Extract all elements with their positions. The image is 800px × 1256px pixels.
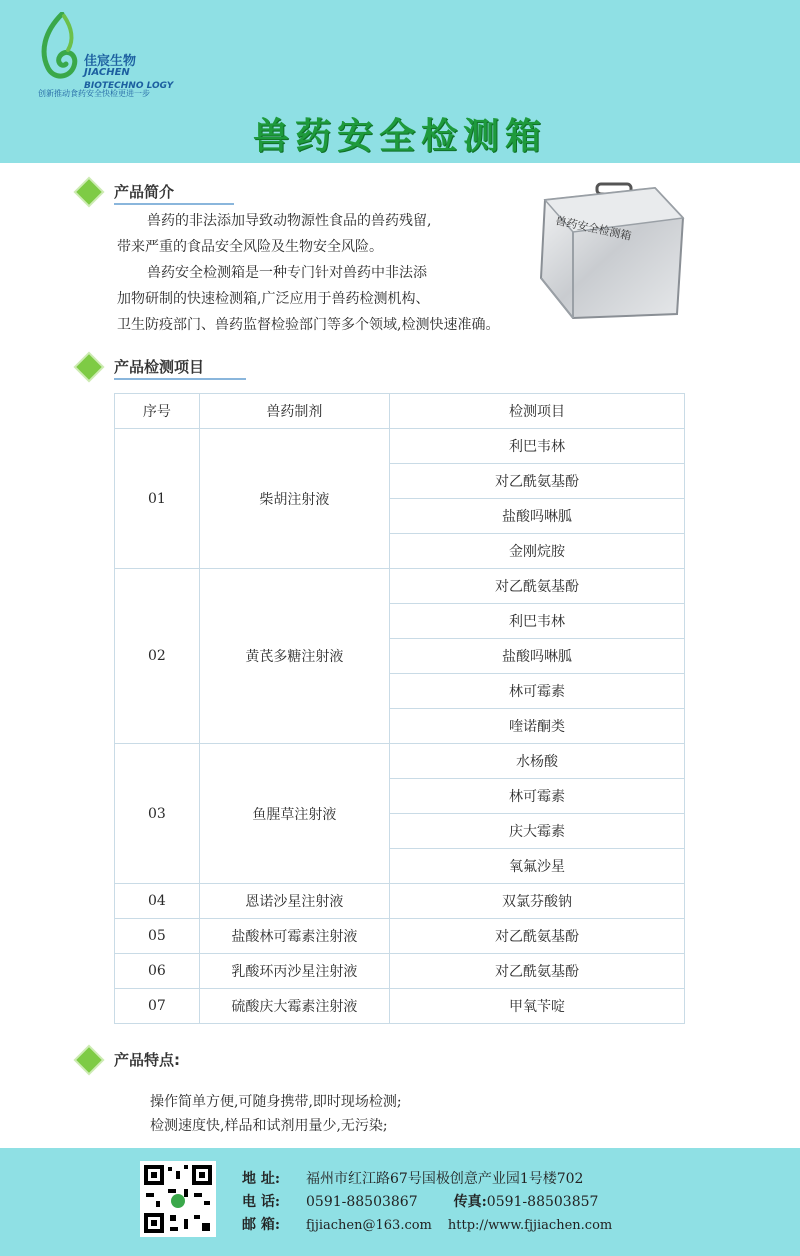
table-row (115, 569, 685, 604)
case-label: 兽药安全检测箱 (554, 214, 633, 243)
address-row (242, 1168, 612, 1191)
test-item: 金刚烷胺 (390, 534, 685, 569)
preparation-name: 柴胡注射液 (199, 429, 389, 569)
product-case-image (537, 178, 687, 328)
phone-label: 电 话: (242, 1194, 281, 1210)
test-item: 林可霉素 (390, 674, 685, 709)
feature-line: 检测速度快,样品和试剂用量少,无污染; (150, 1118, 388, 1134)
row-number: 03 (115, 744, 200, 884)
slogan: 创新推动食药安全快检更进一步 (38, 89, 150, 98)
footer-banner (0, 1148, 800, 1256)
column-header: 兽药制剂 (199, 394, 389, 429)
table-row (115, 989, 685, 1024)
test-item: 林可霉素 (390, 779, 685, 814)
row-number: 04 (115, 884, 200, 919)
test-item: 对乙酰氨基酚 (390, 569, 685, 604)
header-banner (0, 0, 800, 163)
test-item: 盐酸吗啉胍 (390, 639, 685, 674)
table-header-row (115, 394, 685, 429)
intro-line: 兽药的非法添加导致动物源性食品的兽药残留, (147, 213, 432, 229)
email-value[interactable]: fjjiachen@163.com (306, 1218, 432, 1233)
feature-line: 操作简单方便,可随身携带,即时现场检测; (150, 1094, 402, 1110)
contact-info (242, 1168, 612, 1237)
test-item: 氧氟沙星 (390, 849, 685, 884)
test-item: 利巴韦林 (390, 429, 685, 464)
section-title: 产品特点: (114, 1051, 180, 1069)
website-link[interactable]: //www.fjjiachen.com (479, 1218, 613, 1233)
preparation-name: 乳酸环丙沙星注射液 (199, 954, 389, 989)
leaf-swirl-icon (34, 12, 84, 92)
website-label: http: (447, 1218, 480, 1233)
row-number: 01 (115, 429, 200, 569)
row-number: 05 (115, 919, 200, 954)
intro-line: 卫生防疫部门、兽药监督检验部门等多个领域,检测快速准确。 (117, 317, 500, 333)
features-text (150, 1090, 402, 1138)
test-item: 甲氧苄啶 (390, 989, 685, 1024)
diamond-bullet-icon (76, 1047, 101, 1072)
email-label: 邮 箱: (242, 1217, 281, 1233)
preparation-name: 硫酸庆大霉素注射液 (199, 989, 389, 1024)
test-item: 利巴韦林 (390, 604, 685, 639)
address-value: 福州市红江路67号国极创意产业园1号楼702 (306, 1171, 584, 1187)
logo-en-text: JIACHEN (84, 67, 130, 78)
test-item: 盐酸吗啉胍 (390, 499, 685, 534)
preparation-name: 盐酸林可霉素注射液 (199, 919, 389, 954)
row-number: 02 (115, 569, 200, 744)
section-title: 产品检测项目 (114, 358, 205, 376)
address-label: 地 址: (242, 1171, 281, 1187)
phone-row (242, 1191, 612, 1214)
divider (114, 203, 234, 205)
logo-en-text-2: BIOTECHNO LOGY (84, 81, 174, 91)
diamond-bullet-icon (76, 354, 101, 379)
logo-cn-text: 佳宸生物 (84, 54, 137, 69)
fax-value: 0591-88503857 (486, 1194, 599, 1210)
diamond-bullet-icon (76, 179, 101, 204)
table-row (115, 429, 685, 464)
preparation-name: 鱼腥草注射液 (199, 744, 389, 884)
intro-text (117, 208, 547, 312)
email-row (242, 1214, 612, 1237)
intro-line: 兽药安全检测箱是一种专门针对兽药中非法添 (147, 265, 427, 281)
preparation-name: 恩诺沙星注射液 (199, 884, 389, 919)
table-row (115, 919, 685, 954)
test-item: 对乙酰氨基酚 (390, 954, 685, 989)
test-item: 双氯芬酸钠 (390, 884, 685, 919)
test-item: 喹诺酮类 (390, 709, 685, 744)
column-header: 检测项目 (390, 394, 685, 429)
section-title: 产品简介 (114, 183, 175, 201)
column-header: 序号 (115, 394, 200, 429)
intro-line: 加物研制的快速检测箱,广泛应用于兽药检测机构、 (117, 291, 430, 307)
test-item: 对乙酰氨基酚 (390, 919, 685, 954)
detection-items-table (114, 393, 685, 1024)
table-row (115, 884, 685, 919)
divider (114, 378, 246, 380)
table-row (115, 744, 685, 779)
intro-line: 带来严重的食品安全风险及生物安全风险。 (117, 239, 383, 255)
row-number: 07 (115, 989, 200, 1024)
qr-code-icon (140, 1161, 216, 1237)
row-number: 06 (115, 954, 200, 989)
preparation-name: 黄芪多糖注射液 (199, 569, 389, 744)
test-item: 水杨酸 (390, 744, 685, 779)
test-item: 庆大霉素 (390, 814, 685, 849)
aluminum-case-icon (537, 178, 687, 328)
fax-label: 传真: (453, 1194, 487, 1210)
test-item: 对乙酰氨基酚 (390, 464, 685, 499)
page-title: 兽药安全检测箱 (252, 115, 547, 157)
table-row (115, 954, 685, 989)
phone-value: 0591-88503867 (306, 1194, 418, 1210)
